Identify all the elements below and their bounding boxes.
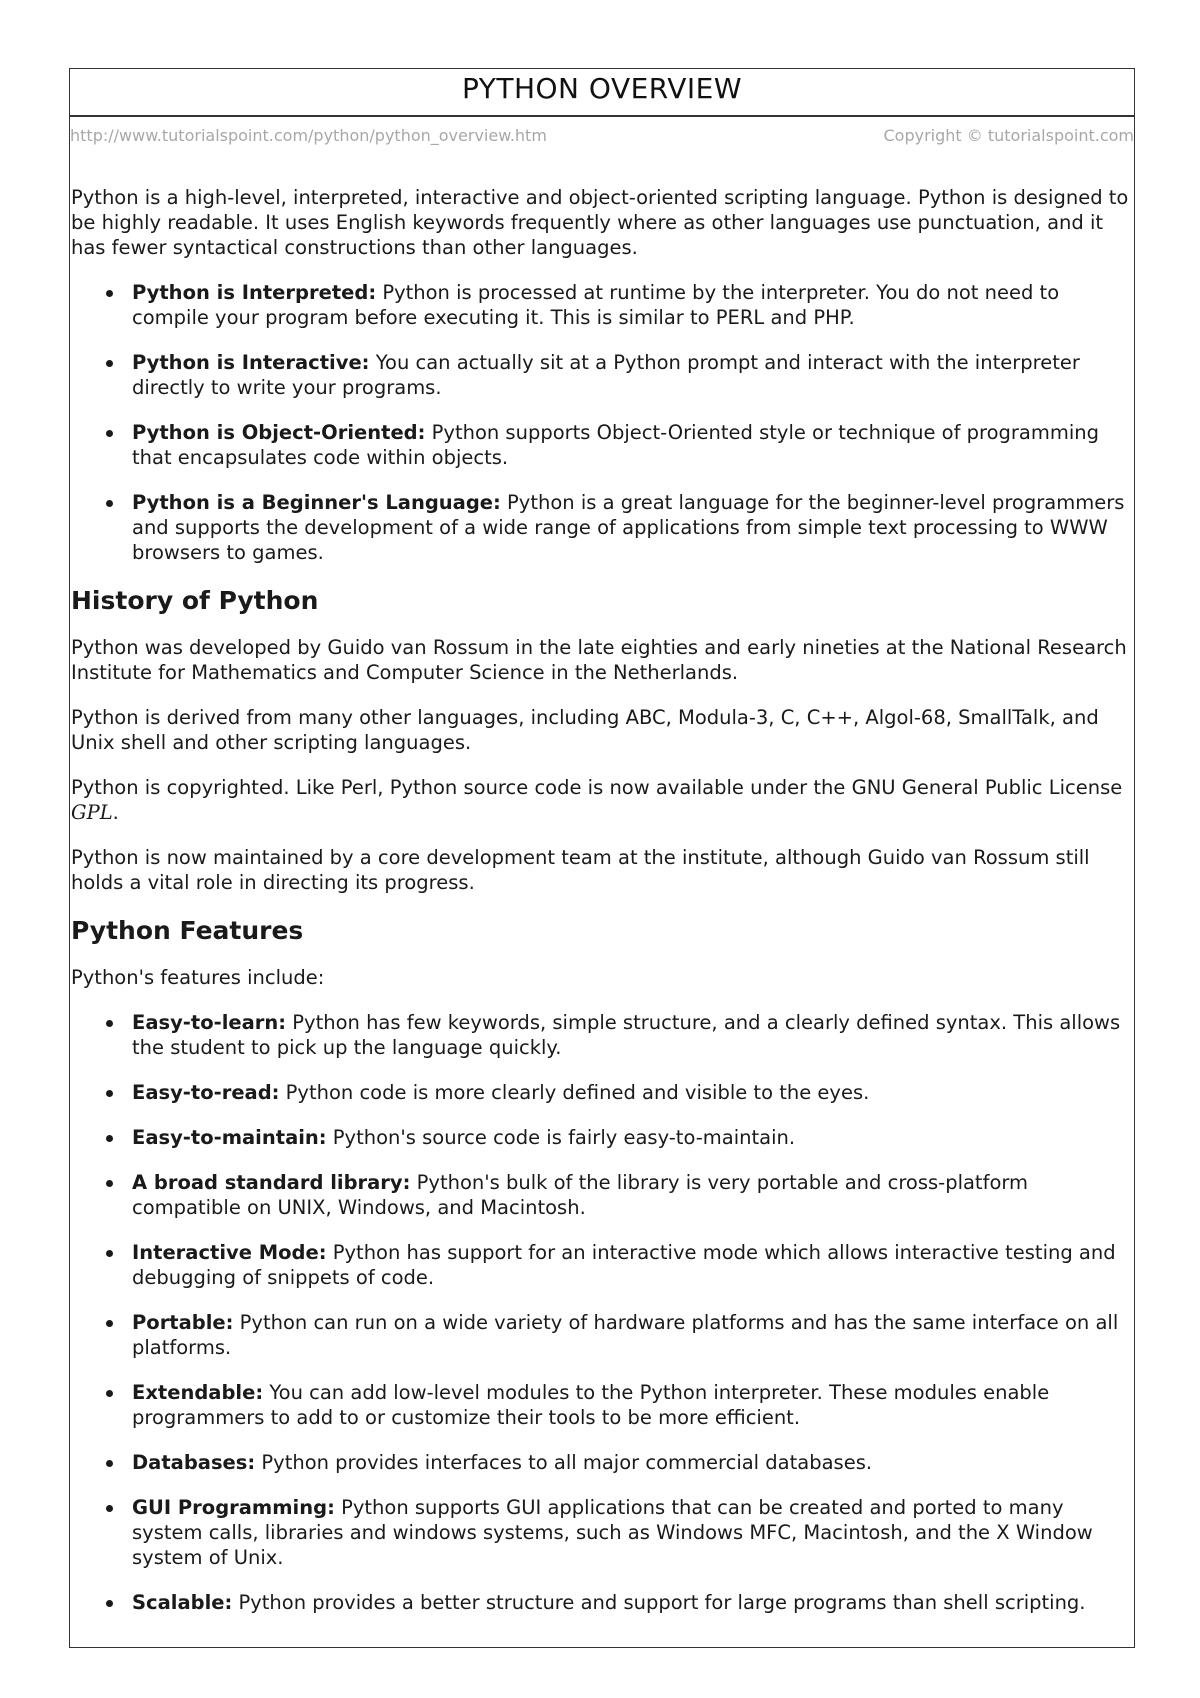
list-item-desc: You can actually sit at a Python prompt and interact with the interpreter directly to write your programs. [132, 351, 1080, 399]
list-item-desc: Python provides a better structure and support for large programs than shell scripting. [238, 1591, 1086, 1614]
list-item-term: Python is Object-Oriented: [132, 421, 426, 444]
list-item-desc: Python provides interfaces to all major commercial databases. [261, 1451, 873, 1474]
list-item-term: Portable: [132, 1311, 234, 1334]
bullet-icon [106, 1505, 113, 1512]
bullet-icon [106, 1600, 113, 1607]
list-item-term: Scalable: [132, 1591, 233, 1614]
list-item-term: Easy-to-learn: [132, 1011, 287, 1034]
list-item [132, 1125, 1133, 1150]
list-item [132, 350, 1133, 400]
meta-row [70, 124, 1134, 148]
list-item [132, 1590, 1133, 1615]
history-paragraph-3 [71, 775, 1133, 825]
bullet-icon [106, 360, 113, 367]
list-item-desc: Python's bulk of the library is very portable and cross-platform compatible on UNIX, Windows, and Macintosh. [132, 1171, 1029, 1219]
bullet-icon [106, 1020, 113, 1027]
list-item-term: Easy-to-maintain: [132, 1126, 327, 1149]
list-item [132, 1310, 1133, 1360]
bullet-icon [106, 430, 113, 437]
bullet-icon [106, 1320, 113, 1327]
list-item-term: Python is Interactive: [132, 351, 370, 374]
list-item [132, 1170, 1133, 1220]
bullet-icon [106, 1180, 113, 1187]
bullet-icon [106, 500, 113, 507]
history-paragraph-3-end: . [112, 801, 119, 824]
list-item [132, 1380, 1133, 1430]
features-heading: Python Features [71, 916, 304, 945]
history-paragraph-1: Python was developed by Guido van Rossum in the late eighties and early nineties at the National Research Institute for Mathematics and Computer Science in the Netherlands. [71, 636, 1127, 684]
bullet-icon [106, 290, 113, 297]
history-heading: History of Python [71, 586, 319, 615]
features-list [71, 1010, 1133, 1615]
list-item-desc: Python supports Object-Oriented style or technique of programming that encapsulates code within objects. [132, 421, 1100, 469]
list-item-desc: Python code is more clearly defined and visible to the eyes. [285, 1081, 870, 1104]
bullet-icon [106, 1390, 113, 1397]
features-intro: Python's features include: [71, 966, 325, 989]
list-item-desc: Python has few keywords, simple structure, and a clearly defined syntax. This allows the student to pick up the language quickly. [132, 1011, 1121, 1059]
list-item-desc: Python's source code is fairly easy-to-maintain. [332, 1126, 796, 1149]
list-item [132, 280, 1133, 330]
list-item [132, 1080, 1133, 1105]
list-item [132, 1450, 1133, 1475]
article-content [70, 185, 1134, 1615]
list-item-desc: Python is a great language for the beginner-level programmers and supports the development of a wide range of applications from simple text processing to WWW browsers to games. [132, 491, 1125, 564]
bullet-icon [106, 1090, 113, 1097]
list-item-desc: Python has support for an interactive mode which allows interactive testing and debugging of snippets of code. [132, 1241, 1116, 1289]
list-item [132, 1010, 1133, 1060]
list-item-term: Python is Interpreted: [132, 281, 377, 304]
list-item-desc: Python can run on a wide variety of hardware platforms and has the same interface on all platforms. [132, 1311, 1119, 1359]
list-item-term: Easy-to-read: [132, 1081, 280, 1104]
list-item [132, 1495, 1133, 1570]
intro-paragraph: Python is a high-level, interpreted, interactive and object-oriented scripting language. Python is designed to be highly readable. It uses English keywords frequently where as other languages use punctuation, and it has fewer syntactical constructions than other languages. [71, 186, 1129, 259]
page-title: PYTHON OVERVIEW [70, 69, 1134, 117]
list-item-term: Extendable: [132, 1381, 264, 1404]
history-paragraph-3-text: Python is copyrighted. Like Perl, Python source code is now available under the GNU General Public License [71, 776, 1123, 799]
source-url-link[interactable]: http://www.tutorialspoint.com/python/python_overview.htm [70, 126, 547, 145]
list-item-desc: You can add low-level modules to the Python interpreter. These modules enable programmers to add to or customize their tools to be more efficient. [132, 1381, 1050, 1429]
list-item-term: GUI Programming: [132, 1496, 335, 1519]
bullet-icon [106, 1460, 113, 1467]
overview-list [71, 280, 1133, 565]
history-paragraph-2: Python is derived from many other languages, including ABC, Modula-3, C, C++, Algol-68, SmallTalk, and Unix shell and other scripting languages. [71, 706, 1099, 754]
bullet-icon [106, 1135, 113, 1142]
list-item [132, 420, 1133, 470]
list-item-term: Interactive Mode: [132, 1241, 327, 1264]
gpl-term: GPL [71, 801, 113, 824]
list-item-term: A broad standard library: [132, 1171, 411, 1194]
bullet-icon [106, 1250, 113, 1257]
list-item-desc: Python is processed at runtime by the interpreter. You do not need to compile your program before executing it. This is similar to PERL and PHP. [132, 281, 1060, 329]
list-item-desc: Python supports GUI applications that can be created and ported to many system calls, libraries and windows systems, such as Windows MFC, Macintosh, and the X Window system of Unix. [132, 1496, 1093, 1569]
list-item-term: Python is a Beginner's Language: [132, 491, 501, 514]
list-item [132, 490, 1133, 565]
history-paragraph-4: Python is now maintained by a core development team at the institute, although Guido van Rossum still holds a vital role in directing its progress. [71, 846, 1090, 894]
page-frame [69, 68, 1135, 1648]
list-item-term: Databases: [132, 1451, 256, 1474]
list-item [132, 1240, 1133, 1290]
copyright-notice: Copyright © tutorialspoint.com [883, 126, 1134, 145]
